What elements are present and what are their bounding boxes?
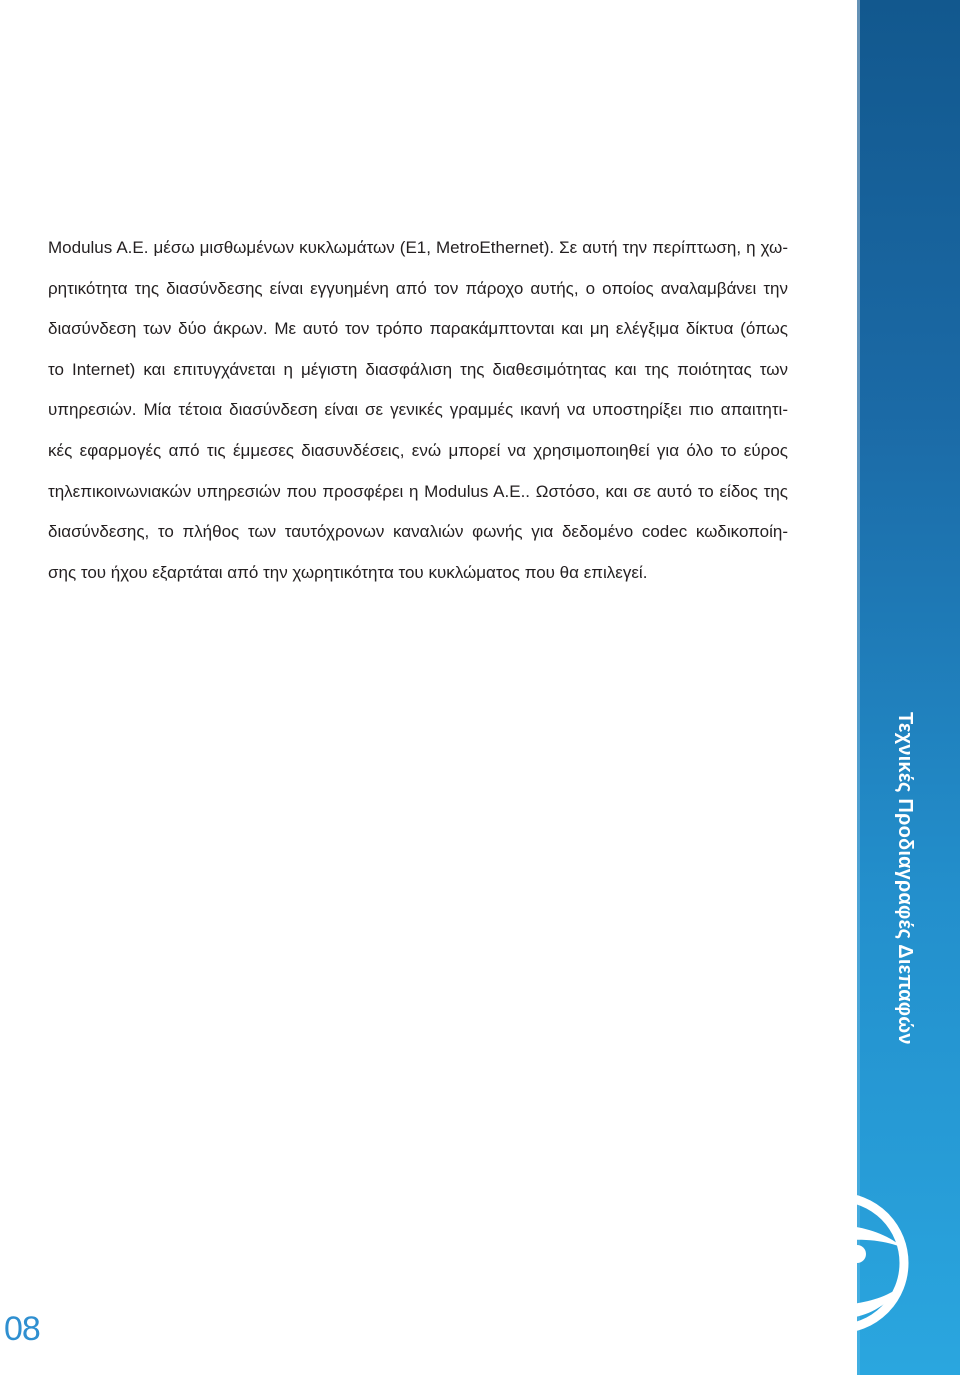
body-line: υπηρεσιών. Μία τέτοια διασύνδεση είναι σε γενικές γραμμές ικανή να υποστηρίξει πιο απαιτητι- bbox=[48, 400, 788, 420]
side-band-edge bbox=[857, 0, 860, 1375]
body-line: Modulus A.E. μέσω μισθωμένων κυκλωμάτων (E1, MetroEthernet). Σε αυτή την περίπτωση, η χω- bbox=[48, 238, 788, 257]
body-line: κές εφαρμογές από τις έμμεσες διασυνδέσεις, ενώ μπορεί να χρησιμοποιηθεί για όλο το εύρος bbox=[48, 440, 788, 460]
body-paragraph bbox=[48, 228, 788, 593]
body-line: το Internet) και επιτυγχάνεται η μέγιστη διασφάλιση της διαθεσιμότητας και της ποιότητας των bbox=[48, 359, 788, 379]
body-line: διασύνδεση των δύο άκρων. Με αυτό τον τρόπο παρακάμπτονται και μη ελέγξιμα δίκτυα (όπως bbox=[48, 319, 788, 339]
body-line: ρητικότητα της διασύνδεσης είναι εγγυημένη από τον πάροχο αυτής, ο οποίος αναλαμβάνει την bbox=[48, 278, 788, 298]
modulus-logo-icon bbox=[753, 1178, 923, 1348]
side-band bbox=[857, 0, 960, 1375]
body-line: τηλεπικοινωνιακών υπηρεσιών που προσφέρει η Modulus A.E.. Ωστόσο, και σε αυτό το είδος της bbox=[48, 481, 788, 501]
body-line: διασύνδεσης, το πλήθος των ταυτόχρονων καναλιών φωνής για δεδομένο codec κωδικοποίη- bbox=[48, 522, 788, 542]
section-title: Τεχνικές Προδιαγραφές Διεπαφών bbox=[894, 712, 916, 1045]
body-line: σης του ήχου εξαρτάται από την χωρητικότητα του κυκλώματος που θα επιλεγεί. bbox=[48, 562, 648, 582]
page-number: 08 bbox=[4, 1310, 40, 1348]
